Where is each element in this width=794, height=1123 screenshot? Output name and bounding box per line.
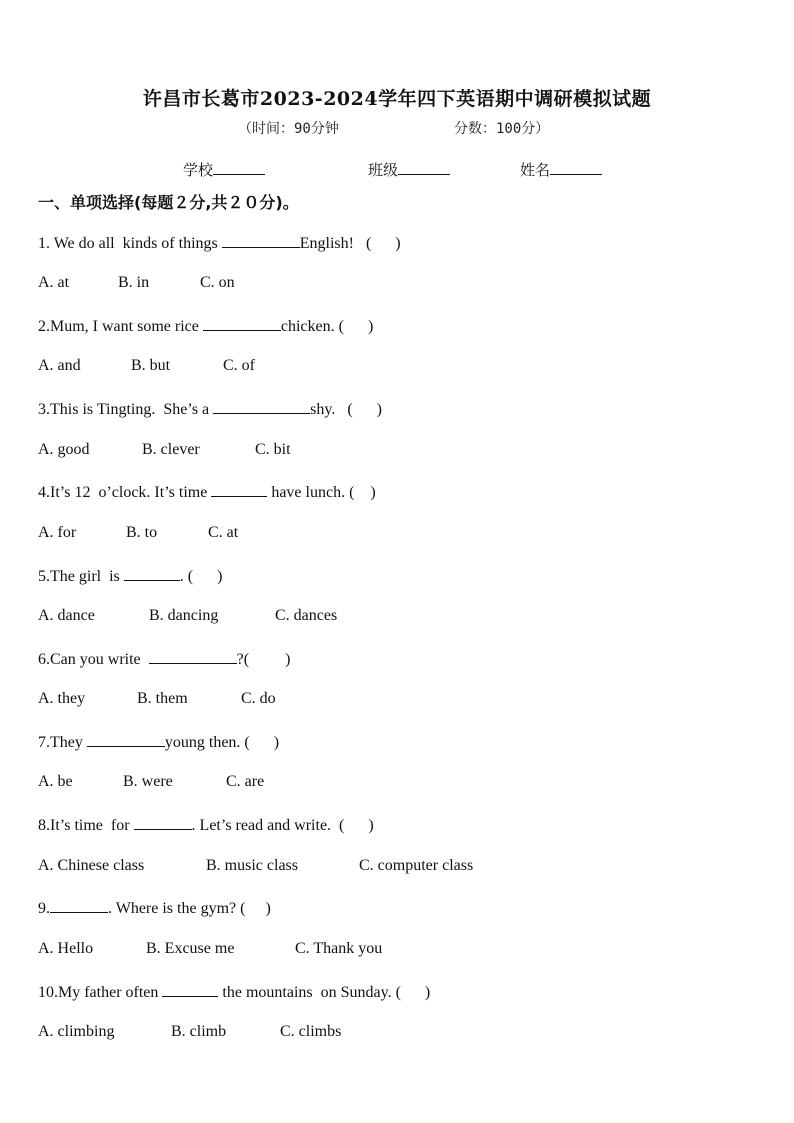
option-c[interactable]: C. dances xyxy=(275,607,338,624)
question-3-blank[interactable] xyxy=(213,399,310,414)
question-6-blank[interactable] xyxy=(149,649,237,664)
class-label: 班级 xyxy=(368,161,399,179)
school-blank[interactable] xyxy=(213,160,265,175)
options-9 xyxy=(38,940,382,958)
name-blank[interactable] xyxy=(550,160,602,175)
question-3-text: 3.This is Tingting. She’s a xyxy=(38,401,214,418)
question-9-end: . Where is the gym? ( ) xyxy=(108,900,271,917)
question-4-blank[interactable] xyxy=(211,482,267,497)
option-a[interactable]: A. for xyxy=(38,524,77,541)
question-3 xyxy=(38,399,382,419)
school-field xyxy=(183,159,265,180)
question-8 xyxy=(38,815,374,835)
question-10-end: the mountains on Sunday. ( ) xyxy=(218,984,431,1001)
options-8 xyxy=(38,857,473,875)
option-b[interactable]: B. clever xyxy=(142,441,200,458)
option-c[interactable]: C. computer class xyxy=(359,857,474,874)
options-2 xyxy=(38,357,255,375)
question-9 xyxy=(38,898,271,918)
options-1 xyxy=(38,274,235,292)
option-b[interactable]: B. them xyxy=(137,690,188,707)
options-5 xyxy=(38,607,337,625)
option-b[interactable]: B. music class xyxy=(206,857,298,874)
options-3 xyxy=(38,441,291,459)
option-c[interactable]: C. climbs xyxy=(280,1023,342,1040)
question-5 xyxy=(38,566,222,586)
question-10 xyxy=(38,982,430,1002)
option-b[interactable]: B. in xyxy=(118,274,150,291)
options-4 xyxy=(38,524,238,542)
question-2 xyxy=(38,316,373,336)
question-3-end: shy. ( ) xyxy=(310,401,382,418)
question-6-text: 6.Can you write xyxy=(38,651,149,668)
option-a[interactable]: A. be xyxy=(38,773,73,790)
question-1-end: English! ( ) xyxy=(299,235,401,252)
question-10-blank[interactable] xyxy=(162,982,218,997)
section-heading: 一、单项选择(每题２分,共２０分)。 xyxy=(38,193,299,212)
option-a[interactable]: A. at xyxy=(38,274,70,291)
question-7-end: young then. ( ) xyxy=(164,734,280,751)
option-c[interactable]: C. of xyxy=(223,357,255,374)
name-label: 姓名 xyxy=(520,161,551,179)
option-a[interactable]: A. they xyxy=(38,690,86,707)
option-c[interactable]: C. Thank you xyxy=(295,940,383,957)
question-5-blank[interactable] xyxy=(124,566,180,581)
question-7 xyxy=(38,732,279,752)
option-b[interactable]: B. Excuse me xyxy=(146,940,235,957)
options-6 xyxy=(38,690,276,708)
question-4-end: have lunch. ( ) xyxy=(267,484,376,501)
option-c[interactable]: C. are xyxy=(226,773,265,790)
question-5-end: . ( ) xyxy=(179,568,223,585)
option-a[interactable]: A. Chinese class xyxy=(38,857,145,874)
question-6 xyxy=(38,649,290,669)
question-8-blank[interactable] xyxy=(134,815,192,830)
option-b[interactable]: B. dancing xyxy=(149,607,219,624)
option-a[interactable]: A. Hello xyxy=(38,940,94,957)
exam-time: （时间：90分钟 xyxy=(238,121,339,137)
question-9-blank[interactable] xyxy=(50,898,108,913)
question-1 xyxy=(38,233,401,253)
option-a[interactable]: A. good xyxy=(38,441,90,458)
question-7-text: 7.They xyxy=(38,734,87,751)
question-2-text: 2.Mum, I want some rice xyxy=(38,318,203,335)
question-5-text: 5.The girl is xyxy=(38,568,124,585)
question-2-blank[interactable] xyxy=(203,316,281,331)
question-1-blank[interactable] xyxy=(222,233,300,248)
question-2-end: chicken. ( ) xyxy=(280,318,374,335)
option-b[interactable]: B. to xyxy=(126,524,158,541)
question-9-text: 9. xyxy=(38,900,50,917)
option-c[interactable]: C. at xyxy=(208,524,239,541)
option-a[interactable]: A. climbing xyxy=(38,1023,115,1040)
option-c[interactable]: C. bit xyxy=(255,441,291,458)
class-blank[interactable] xyxy=(398,160,450,175)
options-7 xyxy=(38,773,264,791)
question-10-text: 10.My father often xyxy=(38,984,163,1001)
question-4-text: 4.It’s 12 o’clock. It’s time xyxy=(38,484,212,501)
question-8-text: 8.It’s time for xyxy=(38,817,134,834)
option-c[interactable]: C. on xyxy=(200,274,235,291)
option-a[interactable]: A. and xyxy=(38,357,81,374)
option-b[interactable]: B. were xyxy=(123,773,173,790)
option-a[interactable]: A. dance xyxy=(38,607,95,624)
option-c[interactable]: C. do xyxy=(241,690,276,707)
question-6-end: ?( ) xyxy=(236,651,291,668)
question-8-end: . Let’s read and write. ( ) xyxy=(191,817,374,834)
class-field xyxy=(368,159,450,180)
exam-score: 分数：100分） xyxy=(454,121,550,137)
question-1-text: 1. We do all kinds of things xyxy=(38,235,222,252)
exam-title: 许昌市长葛市2023-2024学年四下英语期中调研模拟试题 xyxy=(142,88,652,110)
option-b[interactable]: B. climb xyxy=(171,1023,227,1040)
name-field xyxy=(520,159,602,180)
question-4 xyxy=(38,482,376,502)
option-b[interactable]: B. but xyxy=(131,357,171,374)
options-10 xyxy=(38,1023,341,1041)
school-label: 学校 xyxy=(183,161,214,179)
question-7-blank[interactable] xyxy=(87,732,165,747)
